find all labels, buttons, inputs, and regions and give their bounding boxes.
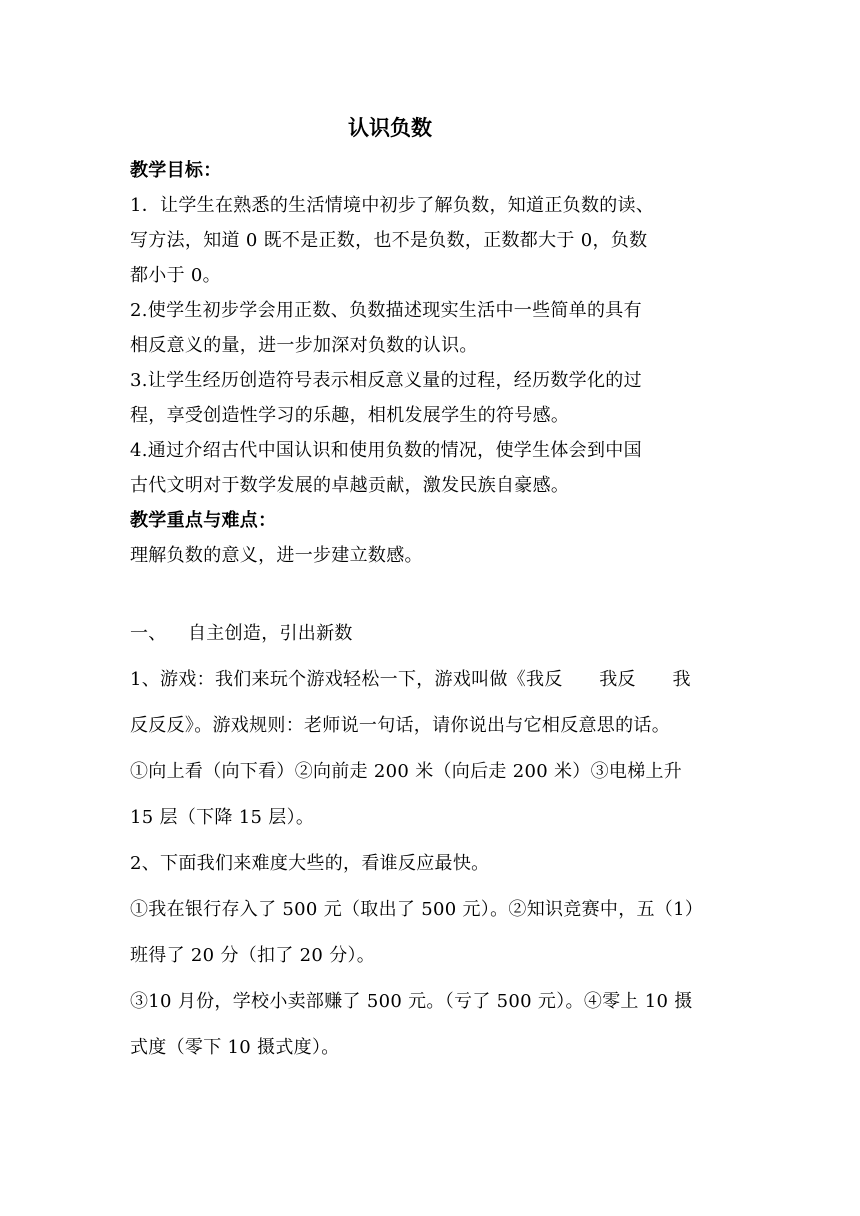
section-line: 反反反》。游戏规则：老师说一句话，请你说出与它相反意思的话。: [130, 715, 670, 736]
objective-line: 程，享受创造性学习的乐趣，相机发展学生的符号感。: [130, 405, 570, 426]
section-title: 自主创造，引出新数: [188, 623, 353, 644]
objective-line: 4.通过介绍古代中国认识和使用负数的情况，使学生体会到中国: [130, 440, 642, 461]
section-line: 式度（零下 10 摄式度）。: [130, 1037, 340, 1058]
section-line: 班得了 20 分（扣了 20 分）。: [130, 945, 376, 966]
section-line: ①我在银行存入了 500 元（取出了 500 元）。②知识竞赛中，五（1）: [130, 899, 704, 920]
document-title: 认识负数: [348, 116, 432, 140]
key-points-heading: 教学重点与难点：: [130, 510, 277, 531]
objectives-section: [130, 153, 710, 573]
objective-line: 写方法，知道 0 既不是正数，也不是负数，正数都大于 0，负数: [130, 230, 648, 251]
objectives-heading: 教学目标：: [130, 160, 222, 181]
section-line: ①向上看（向下看）②向前走 200 米（向后走 200 米）③电梯上升: [130, 761, 683, 782]
section-one: [130, 611, 740, 1071]
objective-line: 1．让学生在熟悉的生活情境中初步了解负数，知道正负数的读、: [130, 195, 655, 216]
section-heading: [130, 611, 740, 657]
key-points-text: 理解负数的意义，进一步建立数感。: [130, 545, 423, 566]
section-line: 15 层（下降 15 层）。: [130, 807, 315, 828]
objective-line: 2.使学生初步学会用正数、负数描述现实生活中一些简单的具有: [130, 300, 642, 321]
objective-line: 古代文明对于数学发展的卓越贡献，激发民族自豪感。: [130, 475, 570, 496]
objective-line: 相反意义的量，进一步加深对负数的认识。: [130, 335, 478, 356]
objective-line: 3.让学生经历创造符号表示相反意义量的过程，经历数学化的过: [130, 370, 642, 391]
section-line: ③10 月份，学校小卖部赚了 500 元。（亏了 500 元）。④零上 10 摄: [130, 991, 693, 1012]
objective-line: 都小于 0。: [130, 265, 221, 286]
section-number: 一、: [130, 623, 167, 644]
section-line: 1、游戏：我们来玩个游戏轻松一下，游戏叫做《我反 我反 我: [130, 669, 691, 690]
section-line: 2、下面我们来难度大些的，看谁反应最快。: [130, 853, 490, 874]
